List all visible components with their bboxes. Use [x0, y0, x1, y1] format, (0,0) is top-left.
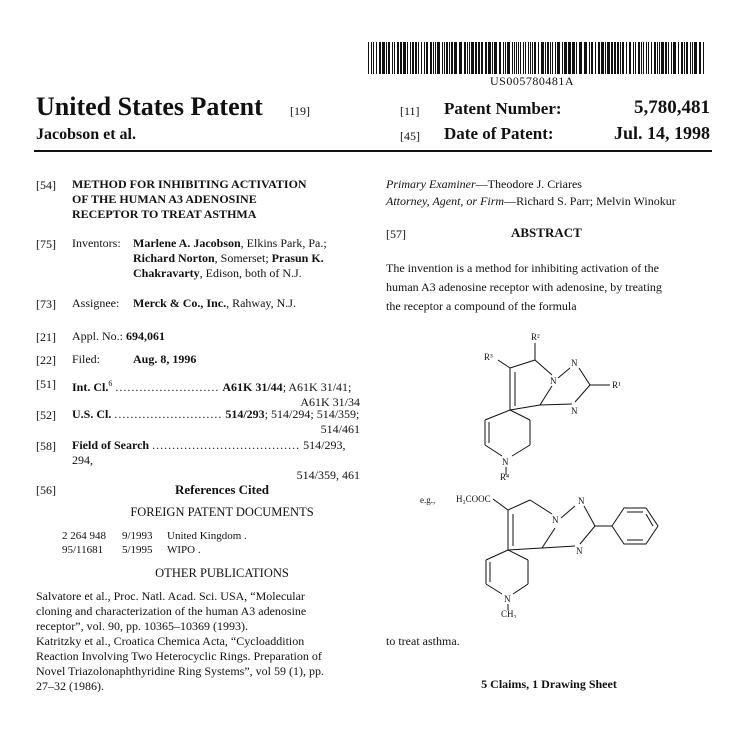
barcode-bar	[661, 42, 664, 74]
barcode-bar	[622, 42, 624, 74]
barcode-bar	[371, 42, 372, 74]
barcode-bar	[545, 42, 546, 74]
barcode-bar	[635, 42, 636, 74]
uscl-rest: ; 514/294; 514/359;	[264, 407, 360, 421]
doc-country: United Kingdom .	[167, 530, 247, 542]
doc-date: 9/1993	[122, 530, 153, 542]
barcode-bar	[629, 42, 631, 74]
other-pubs-title: OTHER PUBLICATIONS	[155, 566, 289, 580]
uscl-label: U.S. Cl.	[72, 407, 112, 421]
intcl-code: [51]	[36, 377, 56, 391]
assignee-location: , Rahway, N.J.	[226, 296, 296, 310]
intcl-main: A61K 31/44	[222, 380, 283, 394]
barcode-bar	[648, 42, 649, 74]
barcode-bar	[589, 42, 590, 74]
refs-title: References Cited	[175, 482, 269, 497]
barcode-bar	[579, 42, 582, 74]
attorney	[386, 194, 676, 209]
publication-line: Katritzky et al., Croatica Chemica Acta, “Cycloaddition	[36, 634, 305, 648]
assignee-label: Assignee:	[72, 296, 120, 310]
intcl-rest-2: A61K 31/34	[300, 395, 360, 409]
barcode-bar	[499, 42, 501, 74]
inventor-line: Jacobson et al.	[36, 126, 136, 143]
barcode-bar	[678, 42, 679, 74]
fos-rest-2: 514/359, 461	[296, 468, 360, 482]
atom-label-n: N	[578, 496, 585, 506]
intcl-leader: ..........................	[115, 380, 220, 394]
abstract-line: The invention is a method for inhibiting activation of the	[386, 261, 659, 275]
barcode-bar	[485, 42, 487, 74]
barcode-bar	[394, 42, 395, 74]
uscl-main: 514/293	[225, 407, 265, 421]
inventor-location: , Edison, both of N.J.	[199, 266, 302, 280]
filed-label: Filed:	[72, 352, 101, 366]
barcode-bar	[657, 42, 658, 74]
barcode-bar	[392, 42, 393, 74]
invention-title-line: OF THE HUMAN A3 ADENOSINE	[72, 192, 257, 206]
barcode-bar	[626, 42, 627, 74]
patent-number: 5,780,481	[634, 97, 710, 118]
publication-line: Novel Triazolonaphthyridine Ring Systems”, vol 59 (1), pp.	[36, 664, 324, 678]
chemical-structure-example	[420, 488, 680, 618]
atom-label-n: N	[571, 406, 578, 416]
barcode-bar	[376, 42, 377, 74]
barcode-bar	[541, 42, 544, 74]
table-row	[62, 529, 247, 543]
barcode-bar	[410, 42, 411, 74]
barcode-bar	[576, 42, 577, 74]
barcode-bar	[694, 42, 697, 74]
barcode-bar	[617, 42, 619, 74]
fos-label: Field of Search	[72, 438, 150, 452]
barcode-bar	[646, 42, 647, 74]
patent-date: Jul. 14, 1998	[613, 123, 710, 143]
barcode-bar	[525, 42, 526, 74]
barcode-bar	[503, 42, 504, 74]
barcode-bar	[379, 42, 381, 74]
barcode-bar	[555, 42, 556, 74]
uscl-rest-2: 514/461	[320, 422, 360, 436]
attorney-label: Attorney, Agent, or Firm	[386, 194, 505, 208]
barcode-bar	[598, 42, 600, 74]
barcode-bar	[591, 42, 593, 74]
barcode-bar	[668, 42, 669, 74]
barcode-bar	[552, 42, 553, 74]
appl-code: [21]	[36, 330, 56, 344]
appl	[72, 329, 165, 344]
barcode-bar	[478, 42, 480, 74]
atom-label-r3: R³	[484, 352, 493, 362]
inventor-name: Marlene A. Jacobson	[133, 236, 241, 250]
barcode-bar	[562, 42, 563, 74]
examiner-name: —Theodore J. Criares	[475, 177, 582, 191]
barcode-bar	[430, 42, 432, 74]
to-treat-text: to treat asthma.	[386, 634, 460, 648]
barcode-bar	[534, 42, 536, 74]
barcode-bar	[643, 42, 644, 74]
barcode-bar	[572, 42, 575, 74]
barcode-bar	[514, 42, 515, 74]
barcode-bar	[692, 42, 693, 74]
publication-line: cloning and characterization of the human A3 adenosine	[36, 604, 307, 618]
barcode	[368, 42, 706, 74]
barcode-bar	[611, 42, 613, 74]
barcode-bar	[471, 42, 474, 74]
publication-line: Reaction Involving Two Heterocyclic Rings. Preparation of	[36, 649, 322, 663]
barcode-bar	[433, 42, 434, 74]
barcode-bar	[415, 42, 417, 74]
barcode-bar	[382, 42, 385, 74]
claims-summary: 5 Claims, 1 Drawing Sheet	[481, 677, 617, 691]
publication-line: receptor”, vol. 90, pp. 10365–10369 (1993).	[36, 619, 248, 633]
date-code: [45]	[400, 129, 420, 143]
patent-number-code: [11]	[400, 104, 420, 118]
atom-label-r4: R⁴	[500, 472, 510, 480]
abstract-text	[386, 259, 712, 316]
intcl-edition: 6	[108, 379, 113, 388]
barcode-bar	[523, 42, 524, 74]
abstract-code: [57]	[386, 227, 406, 241]
fos-rest: 514/293, 294,	[72, 438, 346, 467]
patent-number-label: Patent Number:	[444, 99, 562, 118]
barcode-bar	[530, 42, 531, 74]
barcode-bar	[673, 42, 676, 74]
abstract-line: human A3 adenosine receptor with adenosine, by treating	[386, 280, 662, 294]
title-code: [19]	[290, 104, 310, 118]
barcode-bar	[684, 42, 685, 74]
examiner-label: Primary Examiner	[386, 177, 476, 191]
invention-title-line: RECEPTOR TO TREAT ASTHMA	[72, 207, 257, 221]
barcode-bar	[665, 42, 667, 74]
barcode-bar	[605, 42, 606, 74]
barcode-bar	[528, 42, 529, 74]
barcode-bar	[488, 42, 491, 74]
atom-label-n: N	[552, 515, 559, 525]
doc-country: WIPO .	[167, 544, 201, 556]
assignee-code: [73]	[36, 297, 56, 311]
barcode-bar	[614, 42, 616, 74]
barcode-bar	[481, 42, 483, 74]
invention-title-line: METHOD FOR INHIBITING ACTIVATION	[72, 177, 307, 191]
document-title: United States Patent	[36, 92, 263, 121]
barcode-bar	[449, 42, 450, 74]
substituent-label: H₃COOC	[456, 494, 491, 504]
barcode-bar	[690, 42, 691, 74]
barcode-bar	[446, 42, 448, 74]
barcode-bar	[633, 42, 634, 74]
inventor-location: , Elkins Park, Pa.;	[240, 236, 327, 250]
barcode-bar	[454, 42, 457, 74]
barcode-bar	[397, 42, 399, 74]
publication-line: 27–32 (1986).	[36, 679, 104, 693]
refs-code: [56]	[36, 483, 56, 497]
examiner	[386, 177, 582, 192]
foreign-docs-title: FOREIGN PATENT DOCUMENTS	[130, 505, 314, 519]
uscl-leader: ...........................	[114, 407, 223, 421]
barcode-bar	[686, 42, 688, 74]
barcode-bar	[699, 42, 701, 74]
barcode-bar	[451, 42, 453, 74]
publications	[36, 589, 376, 694]
doc-number: 95/11681	[62, 544, 104, 556]
barcode-bar	[532, 42, 533, 74]
atom-label-n: N	[502, 457, 509, 467]
atom-label-n: N	[550, 376, 557, 386]
barcode-bar	[638, 42, 640, 74]
barcode-bar	[595, 42, 596, 74]
title-field-code: [54]	[36, 178, 56, 192]
intcl	[72, 376, 360, 410]
abstract-title: ABSTRACT	[511, 225, 582, 240]
barcode-bar	[507, 42, 510, 74]
date-label: Date of Patent:	[444, 124, 554, 143]
attorney-name: —Richard S. Parr; Melvin Winokur	[504, 194, 676, 208]
header-divider	[34, 150, 712, 152]
atom-label-n: N	[571, 358, 578, 368]
assignee-name: Merck & Co., Inc.	[133, 296, 227, 310]
barcode-bar	[494, 42, 497, 74]
barcode-bar	[442, 42, 443, 74]
barcode-bar	[444, 42, 445, 74]
barcode-bar	[547, 42, 549, 74]
barcode-bar	[386, 42, 387, 74]
barcode-bar	[469, 42, 470, 74]
fos-leader: .....................................	[152, 438, 301, 452]
barcode-bar	[492, 42, 493, 74]
barcode-bar	[475, 42, 477, 74]
barcode-bar	[564, 42, 567, 74]
barcode-bar	[601, 42, 604, 74]
barcode-bar	[505, 42, 506, 74]
atom-label-n: N	[504, 594, 511, 604]
barcode-bar	[641, 42, 642, 74]
assignee	[133, 296, 296, 311]
chemical-structure-formula	[440, 330, 660, 480]
inventor-name: Chakravarty	[133, 266, 200, 280]
atom-label-r1: R¹	[612, 380, 621, 390]
barcode-bar	[426, 42, 428, 74]
barcode-bar	[435, 42, 436, 74]
inventor-name: Prasun K.	[271, 251, 324, 265]
barcode-number: US005780481A	[490, 74, 575, 88]
barcode-bar	[659, 42, 660, 74]
barcode-bar	[681, 42, 683, 74]
barcode-bar	[403, 42, 406, 74]
inventors-list	[133, 236, 373, 281]
barcode-bar	[620, 42, 621, 74]
barcode-bar	[373, 42, 374, 74]
appl-number: 694,061	[126, 329, 165, 343]
barcode-bar	[550, 42, 551, 74]
barcode-bar	[464, 42, 466, 74]
table-row	[62, 543, 247, 557]
barcode-bar	[651, 42, 652, 74]
field-of-search	[72, 438, 360, 483]
atom-label-r2: R²	[531, 332, 540, 342]
barcode-bar	[520, 42, 521, 74]
barcode-bar	[557, 42, 560, 74]
doc-number: 2 264 948	[62, 530, 106, 542]
barcode-bar	[421, 42, 422, 74]
barcode-bar	[703, 42, 704, 74]
barcode-bar	[584, 42, 587, 74]
inventors-code: [75]	[36, 237, 56, 251]
uscl-code: [52]	[36, 408, 56, 422]
barcode-bar	[516, 42, 517, 74]
barcode-bar	[400, 42, 402, 74]
atom-label-n: N	[576, 546, 583, 556]
fos-code: [58]	[36, 439, 56, 453]
intcl-label: Int. Cl.	[72, 380, 109, 394]
barcode-bar	[538, 42, 539, 74]
barcode-bar	[467, 42, 468, 74]
invention-title	[72, 177, 307, 222]
barcode-bar	[424, 42, 425, 74]
inventor-location: , Somerset;	[214, 251, 272, 265]
barcode-bar	[518, 42, 519, 74]
barcode-bar	[407, 42, 408, 74]
barcode-bar	[512, 42, 513, 74]
barcode-bar	[388, 42, 390, 74]
inventor-name: Richard Norton	[133, 251, 215, 265]
barcode-bar	[607, 42, 610, 74]
filed-date: Aug. 8, 1996	[133, 352, 197, 366]
publication-line: Salvatore et al., Proc. Natl. Acad. Sci. USA, “Molecular	[36, 589, 305, 603]
barcode-bar	[437, 42, 440, 74]
abstract-line: the receptor a compound of the formula	[386, 299, 577, 313]
foreign-docs-table	[62, 529, 247, 557]
inventors-label: Inventors:	[72, 236, 121, 250]
barcode-bar	[568, 42, 571, 74]
appl-label: Appl. No.:	[72, 329, 123, 343]
barcode-bar	[459, 42, 462, 74]
doc-date: 5/1995	[122, 544, 153, 556]
uscl	[72, 407, 360, 437]
barcode-bar	[654, 42, 656, 74]
barcode-bar	[368, 42, 369, 74]
filed-code: [22]	[36, 353, 56, 367]
example-label: e.g.,	[420, 495, 436, 505]
barcode-bar	[418, 42, 419, 74]
intcl-rest: ; A61K 31/41;	[282, 380, 352, 394]
barcode-bar	[671, 42, 672, 74]
barcode-bar	[412, 42, 414, 74]
methyl-label: CH₃	[501, 609, 517, 618]
